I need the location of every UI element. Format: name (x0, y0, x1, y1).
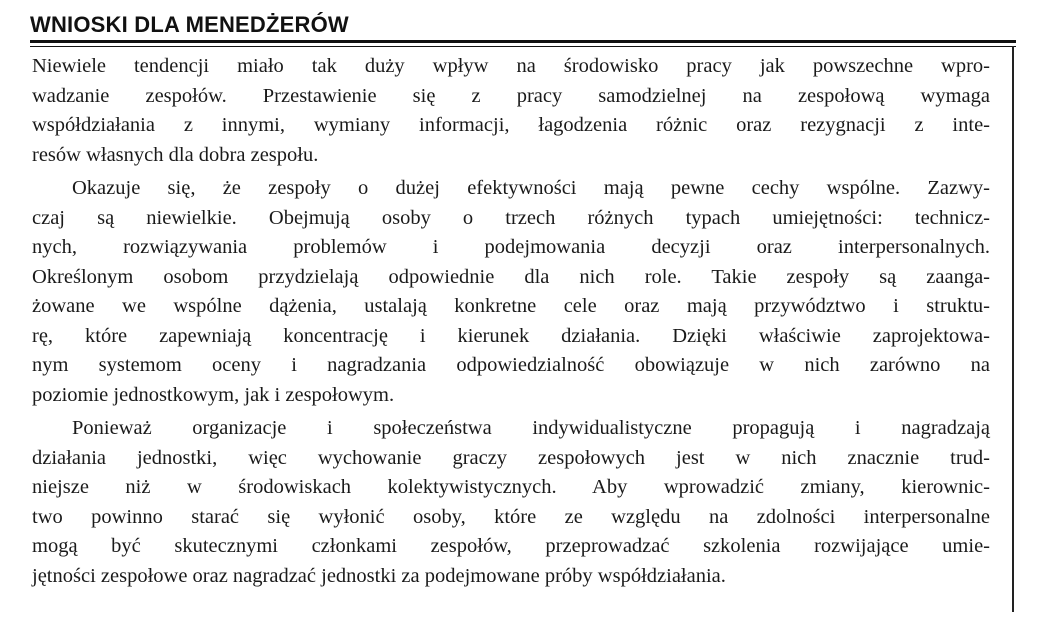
text-line: współdziałania z innymi, wymiany informacji, łagodzenia różnic oraz rezygnacji z inte- (32, 114, 990, 136)
text-line: nym systemom oceny i nagradzania odpowiedzialność obowiązuje w nich zarówno na (32, 354, 990, 376)
text-line: Okazuje się, że zespoły o dużej efektywności mają pewne cechy wspólne. Zazwy- (72, 177, 990, 199)
heading-rule-thick (30, 40, 1016, 43)
text-line: resów własnych dla dobra zespołu. (32, 143, 319, 166)
text-line: rę, które zapewniają koncentrację i kierunek działania. Dzięki właściwie zaprojektowa- (32, 324, 990, 347)
text-line: nych, rozwiązywania problemów i podejmowania decyzji oraz interpersonalnych. (32, 236, 990, 258)
text-line: two powinno starać się wyłonić osoby, które ze względu na zdolności interpersonalne (32, 505, 990, 528)
body-text (32, 52, 990, 591)
heading-rule-thin (30, 46, 1016, 47)
paragraph-3 (32, 414, 990, 591)
paragraph-1 (32, 52, 990, 170)
text-line: niejsze niż w środowiskach kolektywistycznych. Aby wprowadzić zmiany, kierownic- (32, 476, 990, 498)
text-line: mogą być skutecznymi członkami zespołów, przeprowadzać szkolenia rozwijające umie- (32, 535, 990, 557)
text-line: jętności zespołowe oraz nagradzać jednostki za podejmowane próby współdziałania. (32, 564, 726, 587)
text-line: Ponieważ organizacje i społeczeństwa indywidualistyczne propagują i nagradzają (72, 417, 990, 439)
text-line: czaj są niewielkie. Obejmują osoby o trzech różnych typach umiejętności: technicz- (32, 206, 990, 229)
paragraph-2 (32, 174, 990, 410)
margin-bar (1012, 46, 1014, 612)
text-line: Niewiele tendencji miało tak duży wpływ na środowisko pracy jak powszechne wpro- (32, 55, 990, 77)
text-line: działania jednostki, więc wychowanie graczy zespołowych jest w nich znacznie trud- (32, 446, 990, 469)
text-line: Określonym osobom przydzielają odpowiednie dla nich role. Takie zespoły są zaanga- (32, 265, 990, 288)
text-line: wadzanie zespołów. Przestawienie się z pracy samodzielnej na zespołową wymaga (32, 84, 990, 107)
text-line: poziomie jednostkowym, jak i zespołowym. (32, 383, 395, 406)
text-line: żowane we wspólne dążenia, ustalają konkretne cele oraz mają przywództwo i struktu- (32, 295, 990, 317)
section-heading: WNIOSKI DLA MENEDŻERÓW (30, 12, 349, 37)
